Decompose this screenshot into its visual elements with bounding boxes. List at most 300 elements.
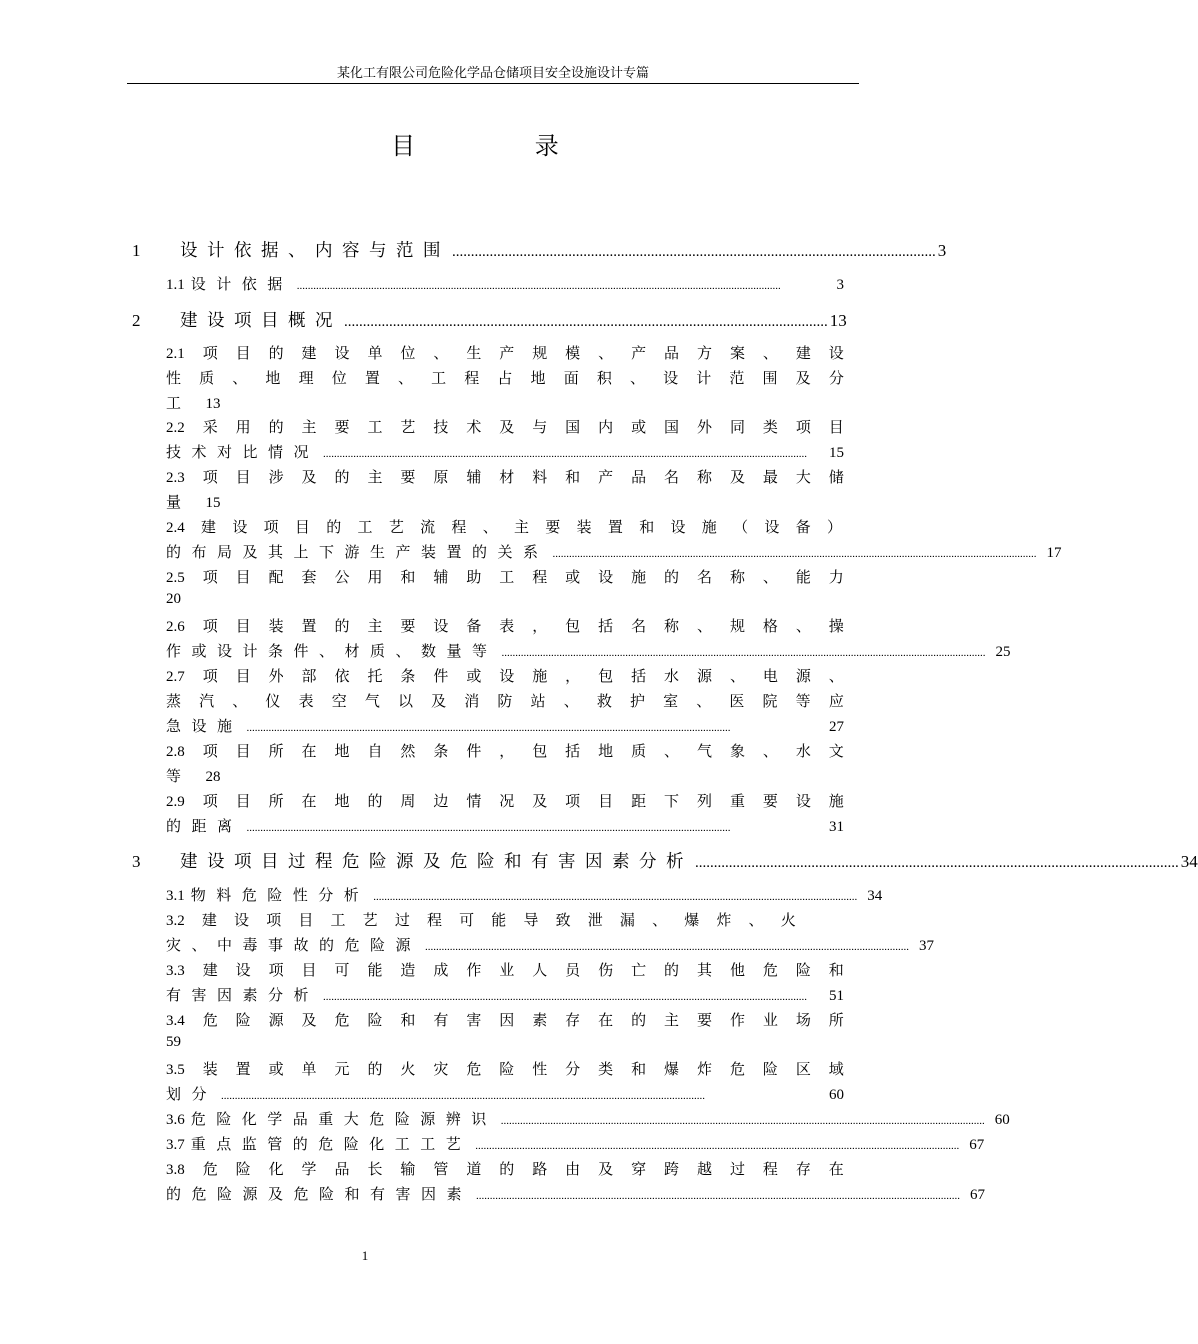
toc-text: 物料危险性分析 [190,888,370,904]
toc-entry-2-9-cont[interactable] [166,815,844,837]
toc-char: 品 [664,346,680,362]
toc-char: 用 [235,420,251,436]
toc-char: 元 [334,1062,350,1078]
toc-char: 危 [466,1062,482,1078]
toc-char: 材 [499,470,515,486]
toc-entry-2-1-cont[interactable] [166,367,844,389]
toc-entry-2-8[interactable] [166,740,844,762]
toc-char: 的 [334,470,350,486]
toc-char: 因 [499,1013,515,1029]
toc-text: 技术对比情况 [166,445,320,461]
toc-char: 的 [367,1062,383,1078]
toc-entry-3-5-cont[interactable] [166,1083,844,1105]
toc-text: 设计依据 [190,277,293,293]
toc-entry-3-4[interactable] [166,1009,844,1031]
toc-entry-3-8-cont[interactable] [166,1183,986,1205]
toc-number: 2 [132,311,141,330]
toc-char: 火 [400,1062,416,1078]
toc-number: 2.1 [166,346,185,362]
toc-entry-2-7-tail[interactable] [166,715,844,737]
toc-char: （ [733,520,749,536]
toc-page: 13 [829,311,847,330]
toc-char: 医 [729,694,745,710]
toc-char: 跨 [664,1162,680,1178]
toc-char: 及 [301,1013,317,1029]
toc-char: 大 [795,470,811,486]
toc-char: 项 [202,794,218,810]
toc-char: 救 [596,694,612,710]
toc-char: 在 [301,794,317,810]
toc-char: 他 [729,963,745,979]
toc-char: 目 [301,963,317,979]
toc-char: 位 [400,346,416,362]
toc-char: 危 [334,1013,350,1029]
toc-char: 施 [701,520,717,536]
toc-entry-3-4-tail[interactable] [166,1034,844,1056]
toc-char: 存 [565,1013,581,1029]
toc-char: 设 [499,669,515,685]
toc-char: 名 [696,570,712,586]
toc-char: 、 [232,694,248,710]
toc-entry-2-6-cont[interactable] [166,640,1011,662]
toc-char: 单 [301,1062,317,1078]
toc-char: 件 [433,669,449,685]
toc-char: 作 [466,963,482,979]
toc-char: 源 [696,669,712,685]
toc-char: 和 [631,1062,647,1078]
toc-entry-2-3[interactable] [166,466,844,488]
toc-number: 3.6 [166,1112,185,1128]
toc-char: 人 [532,963,548,979]
toc-char: 建 [795,346,811,362]
toc-char: 包 [532,744,548,760]
toc-char: 作 [729,1013,745,1029]
toc-leader: ................................................................................................................................................................................ [246,822,731,834]
toc-char: 置 [301,619,317,635]
toc-char: 套 [301,570,317,586]
toc-text: 的距离 [166,819,243,835]
toc-char: 目 [235,470,251,486]
toc-char: 产 [499,346,515,362]
toc-char: 目 [235,744,251,760]
toc-entry-2-6[interactable] [166,615,844,637]
toc-char: 危 [762,963,778,979]
toc-char: 料 [532,470,548,486]
toc-char: 项 [202,346,218,362]
toc-number: 3.1 [166,888,185,904]
toc-char: 、 [397,371,413,387]
toc-char: 项 [202,744,218,760]
toc-leader: ................................................................................................................................. [344,314,828,330]
toc-char: 自 [367,744,383,760]
toc-char: 护 [629,694,645,710]
toc-number: 2.4 [166,520,185,536]
toc-char: 和 [828,963,844,979]
toc-char: ） [826,520,842,536]
toc-char: 目 [294,520,310,536]
toc-char: 主 [664,1013,680,1029]
toc-char: 气 [364,694,380,710]
toc-char: 及 [499,420,515,436]
toc-entry-3[interactable] [132,848,1198,872]
toc-char: 过 [729,1162,745,1178]
toc-char: 的 [631,1013,647,1029]
toc-char: 险 [795,963,811,979]
toc-char: 爆 [664,1062,680,1078]
toc-char: 业 [762,1013,778,1029]
toc-entry-3-5[interactable] [166,1058,844,1080]
toc-char: 能 [367,963,383,979]
toc-number: 2.8 [166,744,185,760]
toc-char: 外 [696,420,712,436]
toc-char: 产 [631,346,647,362]
toc-char: 项 [202,669,218,685]
toc-char: 目 [235,570,251,586]
toc-leader: ................................................................................................................................................................................ [425,941,910,953]
toc-char: 称 [664,619,680,635]
toc-char: 面 [563,371,579,387]
toc-char: 分 [828,371,844,387]
toc-char: 边 [433,794,449,810]
toc-leader: ................................................................................................................................................................................ [373,891,858,903]
toc-char: 致 [555,913,571,929]
toc-entry-2[interactable] [132,307,846,331]
toc-char: 原 [433,470,449,486]
toc-char: 在 [598,1013,614,1029]
toc-char: 装 [268,619,284,635]
toc-page: 25 [995,644,1011,660]
toc-char: 源 [795,669,811,685]
toc-char: 操 [828,619,844,635]
toc-char: 方 [696,346,712,362]
toc-char: 理 [298,371,314,387]
toc-char: 、 [433,346,449,362]
toc-leader: ................................................................................................................................................................................ [246,722,731,734]
toc-char: 地 [530,371,546,387]
toc-char: 格 [762,619,778,635]
toc-char: 的 [268,346,284,362]
toc-char: 设 [234,913,250,929]
toc-entry-2-7[interactable] [166,665,844,687]
toc-number: 3.7 [166,1137,185,1153]
toc-char: 配 [268,570,284,586]
toc-char: 和 [400,1013,416,1029]
toc-char: 工 [431,371,447,387]
page-number: 1 [361,1248,369,1263]
toc-char: 炸 [696,1062,712,1078]
toc-char: 在 [828,1162,844,1178]
toc-entry-3-8[interactable] [166,1158,844,1180]
toc-number: 3.2 [166,913,185,929]
toc-char: 设 [232,520,248,536]
toc-char: 工 [330,913,346,929]
toc-char: 重 [729,794,745,810]
toc-entry-2-8-tail[interactable] [166,765,844,787]
toc-entry-2-2-cont[interactable] [166,441,844,463]
toc-char: 要 [400,619,416,635]
toc-char: 程 [762,1162,778,1178]
toc-char: 同 [729,420,745,436]
toc-char: 存 [795,1162,811,1178]
toc-number: 2.9 [166,794,185,810]
toc-entry-3-1[interactable] [166,884,883,906]
toc-char: 源 [268,1013,284,1029]
toc-char: 模 [565,346,581,362]
toc-char: 要 [696,1013,712,1029]
toc-char: 和 [639,520,655,536]
toc-char: 设 [663,371,679,387]
toc-char: 周 [400,794,416,810]
toc-char: 术 [466,420,482,436]
toc-leader: ................................................................................................................................................................................ [552,548,1037,560]
toc-char: 性 [166,371,182,387]
toc-text: 划分 [166,1087,218,1103]
toc-char: 危 [202,1162,218,1178]
toc-char: 依 [334,669,350,685]
toc-char: 工 [367,420,383,436]
toc-char: 在 [301,744,317,760]
toc-entry-3-6[interactable] [166,1108,1010,1130]
toc-char: 的 [334,619,350,635]
toc-page: 31 [829,819,844,835]
toc-char: 水 [664,669,680,685]
toc-char: 、 [762,346,778,362]
toc-char: 程 [464,371,480,387]
toc-char: 险 [367,1013,383,1029]
toc-char: 、 [828,669,844,685]
toc-entry-2-1[interactable] [166,342,844,364]
toc-char: 地 [334,794,350,810]
toc-char: 地 [598,744,614,760]
toc-char: 装 [202,1062,218,1078]
toc-entry-2-1-tail[interactable] [166,392,844,414]
toc-char: 情 [466,794,482,810]
toc-entry-2-5[interactable] [166,566,844,588]
toc-char: 可 [459,913,475,929]
toc-text: 急设施 [166,719,243,735]
toc-char: 目 [828,420,844,436]
toc-entry-2-9[interactable] [166,790,844,812]
toc-char: 技 [433,420,449,436]
toc-page: 13 [205,396,221,412]
toc-char: 要 [400,470,416,486]
toc-number: 3.5 [166,1062,185,1078]
toc-char: 条 [433,744,449,760]
toc-char: 项 [263,520,279,536]
toc-number: 3.4 [166,1013,185,1029]
toc-char: 、 [563,694,579,710]
toc-char: 施 [532,669,548,685]
toc-char: ， [565,669,581,685]
toc-char: 蒸 [166,694,182,710]
toc-char: 危 [202,1013,218,1029]
toc-char: 与 [532,420,548,436]
toc-entry-2-4[interactable] [166,516,842,538]
toc-leader: ................................................................................................................................................................................ [475,1140,960,1152]
page-title: 目 录 [391,132,615,160]
toc-char: 要 [545,520,561,536]
toc-char: 或 [466,669,482,685]
toc-char: 项 [795,420,811,436]
toc-char: 设 [598,570,614,586]
toc-char: 质 [631,744,647,760]
toc-char: 险 [235,1013,251,1029]
toc-char: 、 [729,669,745,685]
toc-char: 院 [762,694,778,710]
toc-entry-3-3[interactable] [166,959,844,981]
toc-char: 学 [301,1162,317,1178]
toc-char: 可 [334,963,350,979]
toc-char: 辅 [466,470,482,486]
toc-char: 程 [426,913,442,929]
toc-char: 备 [795,520,811,536]
toc-page: 60 [829,1087,844,1103]
toc-char: 施 [631,570,647,586]
toc-char: 空 [331,694,347,710]
toc-char: 品 [631,470,647,486]
toc-char: 用 [367,570,383,586]
toc-text: 设计依据、内容与范围 [180,241,450,261]
toc-char: 占 [497,371,513,387]
toc-char: 括 [631,669,647,685]
toc-char: 所 [268,794,284,810]
toc-char: 主 [301,420,317,436]
toc-char: 的 [499,1162,515,1178]
toc-char: 设 [670,520,686,536]
toc-char: 、 [629,371,645,387]
toc-char: 工 [499,570,515,586]
toc-char: 名 [664,470,680,486]
toc-entry-1[interactable] [132,237,947,261]
toc-page: 37 [919,938,935,954]
toc-number: 2.3 [166,470,185,486]
toc-char: 国 [565,420,581,436]
toc-number: 2.5 [166,570,185,586]
toc-char: 项 [202,619,218,635]
toc-char: 亡 [631,963,647,979]
toc-entry-3-2[interactable] [166,909,796,931]
toc-char: 设 [764,520,780,536]
toc-entry-2-7-cont[interactable] [166,690,844,712]
toc-char: 名 [631,619,647,635]
toc-number: 2.2 [166,420,185,436]
toc-char: 类 [598,1062,614,1078]
toc-char: 、 [762,570,778,586]
toc-char: 及 [598,1162,614,1178]
toc-char: 涉 [268,470,284,486]
toc-char: 文 [828,744,844,760]
toc-char: 艺 [400,420,416,436]
toc-char: 目 [235,619,251,635]
toc-char: 地 [265,371,281,387]
toc-char: 表 [499,619,515,635]
toc-char: 的 [664,570,680,586]
toc-char: 置 [235,1062,251,1078]
toc-char: 站 [530,694,546,710]
toc-char: 、 [482,520,498,536]
toc-char: 主 [367,470,383,486]
toc-char: 流 [420,520,436,536]
toc-char: 伤 [598,963,614,979]
toc-char: 、 [598,346,614,362]
toc-char: 置 [364,371,380,387]
toc-char: 、 [795,619,811,635]
toc-char: 、 [748,913,764,929]
toc-entry-2-5-tail[interactable] [166,591,844,613]
toc-char: 称 [696,470,712,486]
toc-char: 气 [696,744,712,760]
toc-char: 区 [795,1062,811,1078]
toc-char: 外 [268,669,284,685]
toc-char: 、 [696,694,712,710]
toc-entry-2-2[interactable] [166,416,844,438]
toc-char: 品 [334,1162,350,1178]
toc-char: 设 [433,619,449,635]
toc-char: 设 [828,346,844,362]
toc-leader: ................................................................................................................................. [695,855,1179,871]
toc-char: 、 [762,744,778,760]
toc-leader: ................................................................................................................................................................................ [323,448,808,460]
toc-text: 危险化学品重大危险源辨识 [190,1112,497,1128]
toc-number: 1.1 [166,277,185,293]
toc-char: 其 [696,963,712,979]
toc-char: 括 [565,744,581,760]
toc-page: 20 [166,591,181,607]
toc-char: 和 [400,570,416,586]
toc-char: 能 [491,913,507,929]
toc-number: 2.7 [166,669,185,685]
toc-entry-3-2-cont[interactable] [166,934,935,956]
toc-page: 3 [836,277,844,293]
toc-char: 艺 [388,520,404,536]
toc-char: 、 [652,913,668,929]
toc-char: 所 [828,1013,844,1029]
toc-entry-2-3-tail[interactable] [166,491,844,513]
toc-char: 类 [762,420,778,436]
toc-entry-2-4-cont[interactable] [166,541,1062,563]
toc-char: ， [499,744,515,760]
toc-char: 素 [532,1013,548,1029]
toc-char: 设 [334,346,350,362]
toc-char: 国 [664,420,680,436]
toc-char: 储 [828,470,844,486]
toc-entry-3-7[interactable] [166,1133,985,1155]
toc-char: 所 [268,744,284,760]
toc-char: 等 [795,694,811,710]
toc-char: 设 [795,794,811,810]
toc-char: 要 [762,794,778,810]
toc-char: 及 [532,794,548,810]
toc-entry-3-3-cont[interactable] [166,984,844,1006]
toc-char: 主 [367,619,383,635]
toc-char: 和 [565,470,581,486]
toc-number: 1 [132,241,141,260]
toc-char: 应 [828,694,844,710]
toc-char: 及 [431,694,447,710]
toc-char: 辅 [433,570,449,586]
toc-leader: ................................................................................................................................................................................ [323,991,808,1003]
toc-char: 造 [400,963,416,979]
toc-char: 内 [598,420,614,436]
toc-char: 及 [729,470,745,486]
toc-char: 括 [598,619,614,635]
toc-char: 程 [532,570,548,586]
toc-char: 单 [367,346,383,362]
toc-char: 过 [394,913,410,929]
toc-char: 场 [795,1013,811,1029]
toc-char: 的 [268,420,284,436]
toc-entry-1-1[interactable] [166,273,844,295]
